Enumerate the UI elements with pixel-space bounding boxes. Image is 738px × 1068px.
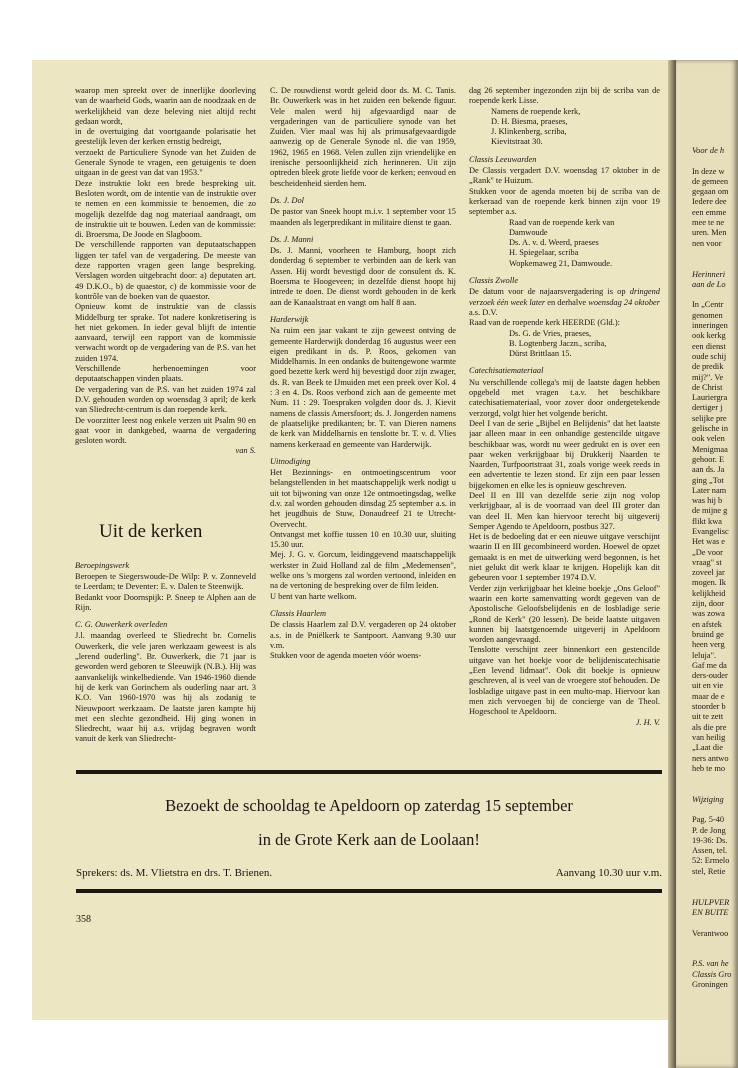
address-line: Kievitstraat 30. <box>491 137 543 147</box>
next-page-line: 19-36: Ds. <box>692 835 728 845</box>
ad-time: Aanvang 10.30 uur v.m. <box>555 867 662 879</box>
next-page-line: Iedere dee <box>692 197 727 207</box>
next-page-line <box>692 918 738 928</box>
next-page-line <box>692 887 738 897</box>
next-page-line: ders-ouder <box>692 671 728 681</box>
address-line: Namens de roepende kerk, <box>491 106 581 116</box>
next-page-line: maar de e <box>692 691 725 701</box>
next-page-line: zoveel jar <box>692 568 725 578</box>
paragraph: Deel II en III van dezelfde serie zijn nog volop verkrijgbaar, al is de voorraad van deel III groter dan van deel II. Men kan hiervoor terecht bij uitgeverij Semper Agendo te Apeldoorn, postbus 327. <box>469 490 660 531</box>
section-title: Uit de kerken <box>99 520 203 542</box>
next-page-line <box>692 259 738 269</box>
paragraph: Tenslotte verschijnt zeer binnenkort een gestencilde uitgave van het boekje voor de belijdeniscatechisatie „Een levend lidmaat". Ook dit boekje is opnieuw geschreven, al is veel van de vroegere stof behouden. De losbladige uitgave past in een multo-map. Hiervoor kan men zich vervoegen bij de concierge van de Theol. Hogeschool te Apeldoorn. <box>469 645 660 717</box>
next-page-line: Gaf me da <box>692 660 727 670</box>
catechisatie-text <box>469 378 660 718</box>
paragraph: in de overtuiging dat voortgaande polarisatie het geestelijk leven der kerken ernstig bedreigt, <box>75 127 256 147</box>
next-page-line: uit en vie <box>692 681 724 691</box>
paragraph: waarop men spreekt over de innerlijke doorleving van de waarheid Gods, waarin aan de noodzaak en de werkelijkheid van deze beleving niet altijd recht gedaan wordt, <box>75 86 256 126</box>
next-page-line: gegaan om <box>692 187 729 197</box>
paragraph: Mej. J. G. v. Gorcum, leidinggevend maatschappelijk werkster in Zuid Holland zal de film „Medemensen", welke ons 's morgens zal worden vertoond, inleiden en na de vertoning de bespreking over de film leiden. <box>270 550 456 591</box>
column-2 <box>270 86 456 762</box>
ad-subheadline: in de Grote Kerk aan de Loolaan! <box>258 830 480 849</box>
article-heading: Ds. J. Dol <box>270 195 304 205</box>
next-page-line: ners antwo <box>692 753 729 763</box>
paragraph: Verder zijn verkrijgbaar het kleine boekje „Ons Geloof" waarin een korte samenvatting wordt gegeven van de Apostolische Geloofsbelijdenis en de losbladige serie „Rond de Kerk" (20 lessen). De beide laatste uitgaven kunnen bij laatstgenoemde uitgeverij in Apeldoorn worden aangevraagd. <box>469 583 660 645</box>
next-page-line: 52: Ermelo <box>692 856 730 866</box>
article-text: J.l. maandag overleed te Sliedrecht br. Cornelis Ouwerkerk, die vele jaren werkzaam geweest is als „lerend ouderling". Br. Ouwerkerk, die 71 jaar is geworden werd geboren te Sleeuwijk (N.B.). Hij was aanvankelijk winkelbediende. Van 1946-1960 diende hij de kerk van Gorinchem als ouderling naar art. 3 K.O. Van 1960-1970 was hij als zodanig te Nieuwpoort werkzaam. De laatste jaren kampte hij met een slechte gezondheid. Hij ging wonen in Sliedrecht, waar hij a.s. vrijdag begraven wordt vanuit de kerk van Sliedrecht- <box>75 631 256 744</box>
next-page-line <box>692 939 738 949</box>
next-page-text <box>692 146 738 990</box>
next-page-line: Evangelisc <box>692 526 729 536</box>
signature: J. H. V. <box>635 717 660 727</box>
uitnodiging-text <box>270 468 456 602</box>
next-page-line: nen voor <box>692 238 722 248</box>
next-page-line: mij?". Ve <box>692 372 724 382</box>
paragraph: Bedankt voor Doornspijk: P. Sneep te Alphen aan de Rijn. <box>75 592 256 612</box>
paragraph: Beroepen te Siegerswoude-De Wilp: P. v. Zonneveld te Leerdam; te Deventer: E. v. Dalen te Steenwijk. <box>75 571 256 592</box>
rule <box>76 770 662 774</box>
page-gutter <box>668 60 676 1068</box>
next-page-line: de gemeen <box>692 176 729 186</box>
paragraph: Deel I van de serie „Bijbel en Belijdenis" dat het laatste jaar alleen maar in een onhandige gestencilde uitgave beschikbaar was, wordt nu weer gedrukt en is over een paar weken verkrijgbaar bij Drukkerij Naarden te Naarden, Turfpoortstraat 31, zoals vorige week reeds in een advertentie te lezen stond. Er zijn een paar lessen bijgekomen en elke les is opnieuw geschreven. <box>469 418 660 490</box>
paragraph: U bent van harte welkom. <box>270 591 357 601</box>
address-line: D. H. Biesma, praeses, <box>491 116 568 126</box>
next-page-line <box>692 784 738 794</box>
next-page-line: de Christ <box>692 382 723 392</box>
next-page-line <box>692 249 738 259</box>
next-page-line: heb te mo <box>692 763 726 773</box>
next-page-edge <box>676 60 738 1068</box>
article-heading: Ds. J. Manni <box>270 234 314 244</box>
next-page-line: Wijziging <box>692 794 724 804</box>
next-page-line: zijn, door <box>692 599 725 609</box>
next-page-line: leluja". <box>692 650 717 660</box>
address-block <box>469 218 660 269</box>
article-text: De pastor van Sneek hoopt m.i.v. 1 september voor 15 maanden als legerpredikant in militaire dienst te gaan. <box>270 207 456 227</box>
next-page-line: Menigmaa <box>692 444 728 454</box>
synod-report <box>75 86 256 446</box>
article-text: dag 26 september ingezonden zijn bij de scriba van de roepende kerk Lisse. <box>469 86 660 106</box>
next-page-line <box>692 949 738 959</box>
address-line: H. Spiegelaar, scriba <box>509 248 579 258</box>
next-page-line: aan ds. Ja <box>692 465 725 475</box>
article-text: De datum voor de najaarsvergadering is op dringend verzoek één week later en derhalve woensdag 24 oktober a.s. D.V. <box>469 287 660 317</box>
address-line: B. Logtenberg Jaczn., scriba, <box>509 338 607 348</box>
next-page-line: als die pre <box>692 722 727 732</box>
next-page-line: bruind ge <box>692 629 724 639</box>
article-text: De classis Haarlem zal D.V. vergaderen op 24 oktober a.s. in de Pniëlkerk te Santpoort. Aanvang 9.30 uur v.m. <box>270 620 456 650</box>
next-page-line: „De voor <box>692 547 723 557</box>
article-heading: Harderwijk <box>270 314 309 324</box>
next-page-line: gehoor. E <box>692 454 725 464</box>
paragraph: Het Bezinnings- en ontmoetingscentrum voor belangstellenden in het maatschappelijk werk nodigt u uit tot bijwoning van onze 12e ontmoetingsdag, welke d.v. zal worden gehouden dinsdag 25 september a.s. in het jeugdhuis de Stuw, Donaudreef 21 te Utrecht-Overvecht. <box>270 468 456 529</box>
next-page-line: Classis Gro <box>692 969 732 979</box>
address-line: Ds. G. de Vries, praeses, <box>509 328 592 338</box>
next-page-line: de mijne g <box>692 506 728 516</box>
next-page-line: Later nam <box>692 485 727 495</box>
next-page-line: dertiger j <box>692 403 723 413</box>
address-block <box>469 107 660 148</box>
next-page-line: EN BUITE <box>692 907 729 917</box>
article-text: Stukken voor de agenda moeten bij de scriba van de kerkeraad van de roepende kerk binnen zijn voor 19 september a.s. <box>469 186 660 217</box>
next-page-line: uit te zett <box>692 712 724 722</box>
next-page-line: genomen <box>692 310 723 320</box>
next-page-line: kelijkheid <box>692 588 726 598</box>
paragraph: Verschillende herbenoemingen voor deputaatschappen vinden plaats. <box>75 364 256 384</box>
next-page-line: heen verg <box>692 640 725 650</box>
next-page-line <box>692 774 738 784</box>
next-page-line: vraag" st <box>692 557 722 567</box>
paragraph: De voorzitter leest nog enkele verzen uit Psalm 90 en gaat voor in dankgebed, waarna de vergadering gesloten wordt. <box>75 415 256 446</box>
next-page-line: en afstek <box>692 619 722 629</box>
next-page-line: mogen. Ik <box>692 578 726 588</box>
next-page-line: de predik <box>692 362 724 372</box>
next-page-line <box>692 290 738 300</box>
next-page-line: een emme <box>692 207 727 217</box>
next-page-line: P. de Jong <box>692 825 726 835</box>
paragraph: Nu verschillende collega's mij de laatste dagen hebben opgebeld met vragen t.a.v. het beschikbare catechisatiemateriaal, voor zover door ondergetekende verzorgd, volgt hier het volgende bericht. <box>469 377 660 418</box>
next-page-line: selijke pre <box>692 413 727 423</box>
article-heading: Classis Haarlem <box>270 608 327 618</box>
column-1 <box>75 86 256 762</box>
next-page-line: flikt kwa <box>692 516 723 526</box>
next-page-line <box>692 156 738 166</box>
signature: van S. <box>235 446 256 456</box>
article-text: Raad van de roepende kerk HEERDE (Gld.): <box>469 318 620 328</box>
article-text: C. De rouwdienst wordt geleid door ds. M. C. Tanis. Br. Ouwerkerk was in het zuiden een bekende figuur. Vele malen werd hij afgevaardigd naar de vergaderingen van de particuliere synode van het Zuiden. Vier maal was hij als primusafgevaardigde aanwezig op de Generale Synode nl. die van 1959, 1962, 1965 en 1968. Velen zullen zijn vriendelijke en irenische persoonlijkheid zich herinneren. Uit zijn optreden bleek grote liefde voor de kerken; eenvoud en bescheidenheid sierden hem. <box>270 86 456 188</box>
next-page-line: was zowa <box>692 609 725 619</box>
next-page-line: ook kerkg <box>692 331 726 341</box>
paragraph: Het is de bedoeling dat er een nieuwe uitgave verschijnt waarin II en III gecombineerd worden. Hoewel de opzet gemaakt is en met de uitwerking werd begonnen, is het niet gelukt dit werk klaar te krijgen. Hopelijk kan dit gebeuren voor 1 september 1974 D.V. <box>469 532 660 583</box>
article-heading: Uitnodiging <box>270 456 311 466</box>
beroepingswerk-text <box>75 572 256 613</box>
next-page-line: uren. Men <box>692 228 727 238</box>
next-page-line: In deze w <box>692 166 725 176</box>
address-line: Damwoude <box>509 227 548 237</box>
schooldag-advertisement <box>76 770 662 897</box>
article-text: Stukken voor de agenda moeten vóór woens- <box>270 651 422 661</box>
address-line: Raad van de roepende kerk van <box>509 217 615 227</box>
next-page-line: Het was e <box>692 537 726 547</box>
next-page-line: Voor de h <box>692 146 725 155</box>
next-page-line: inneringen <box>692 321 728 331</box>
paragraph: Opnieuw komt de instruktie van de classis Middelburg ter sprake. Tot nadere konkretisering is het niet gekomen. In ieder geval blijft de intentie aanvaard, terwijl een rapport van de kommissie verwacht wordt op de vergadering van de P.S. van het zuiden 1974. <box>75 302 256 363</box>
next-page-line: was hij b <box>692 496 723 506</box>
article-heading: Classis Leeuwarden <box>469 154 537 164</box>
ad-speakers: Sprekers: ds. M. Vlietstra en drs. T. Brienen. <box>76 867 273 879</box>
next-page-line <box>692 877 738 887</box>
address-line: Dürst Brittlaan 15. <box>509 349 572 359</box>
article-text: Na ruim een jaar vakant te zijn geweest ontving de gemeente Harderwijk donderdag 16 augustus weer een eigen predikant in ds. P. Roos, gekomen van Middelharnis. In een ondanks de buitengewone warmte goed bezette kerk werd hij bevestigd door zijn zwager, ds. R. van Beek te IJmuiden met een preek over Kol. 4 : 3 en 4. Ds. Roos verbond zich aan de gemeente met Num. 11 : 29. Toespraken volgden door ds. J. Kievit namens de classis Amersfoort; ds. J. Jongerden namens de plaatselijke predikanten; br. T. van Dieren namens de kerk van Middelharnis en tenslotte br. T. v. d. Vlies namens kerkeraad en gemeente van Harderwijk. <box>270 326 456 449</box>
article-heading: Catechisatiemateriaal <box>469 366 544 376</box>
next-page-line: ook velen <box>692 434 725 444</box>
paragraph: Ontvangst met koffie tussen 10 en 10.30 uur, sluiting 15.30 uur. <box>270 529 456 550</box>
next-page-line: ging „Tot <box>692 475 724 485</box>
next-page-line: Pag. 5-40 <box>692 815 725 825</box>
address-block <box>469 329 660 360</box>
article-text: Ds. J. Manni, voorheen te Hamburg, hoopt zich donderdag 6 september te verbinden aan de kerk van Assen. Hij wordt bevestigd door de consulent ds. K. Boersma te Hoogeveen; in dezelfde dienst hoopt hij intrede te doen. De dienst wordt gehouden in de kerk aan de Kanaalstraat en vangt om half 8 aan. <box>270 246 456 307</box>
paragraph: De verschillende rapporten van deputaatschappen liggen ter tafel van de vergadering. De meeste van deze rapporten vragen geen lange bespreking. Verslagen worden uitgebracht door: a) deputaten art. 49 D.K.O., b) de quaestor, c) de kommissie voor de kontrôle van de boeken van de quaestor. <box>75 240 256 301</box>
paragraph: Deze instruktie lokt een brede bespreking uit. Besloten wordt, om de intentie van de instruktie over te nemen en een kommissie te benoemen, die zo mogelijk dezelfde dag nog materiaal aandraagt, om de instruktie uit te bouwen. Leden van de kommissie: di. Broersma, De Joode en Slagboom. <box>75 178 256 240</box>
next-page-line <box>692 805 738 815</box>
paragraph: verzoekt de Particuliere Synode van het Zuiden de Generale Synode te vragen, een getuigenis te doen uitgaan in de geest van dat van 1953." <box>75 147 256 178</box>
next-page-line: mee te ne <box>692 218 725 228</box>
paragraph: De vergadering van de P.S. van het zuiden 1974 zal D.V. gehouden worden op woensdag 3 april; de kerk van Sliedrecht-centrum is dan roepende kerk. <box>75 384 256 415</box>
next-page-line: een dienst <box>692 341 726 351</box>
next-page-line: Groningen <box>692 980 728 990</box>
ad-headline: Bezoekt de schooldag te Apeldoorn op zaterdag 15 september <box>165 796 573 815</box>
next-page-line: stel, Retie <box>692 866 726 876</box>
next-page-line: P.S. van he <box>692 959 729 969</box>
address-line: J. Klinkenberg, scriba, <box>491 127 567 137</box>
next-page-line: van heilig <box>692 732 726 742</box>
next-page-line: Verantwoo <box>692 928 729 938</box>
next-page-line: gelische in <box>692 424 729 434</box>
article-heading: C. G. Ouwerkerk overleden <box>75 620 168 630</box>
next-page-line: oude schij <box>692 351 727 361</box>
next-page-line: Assen, tel. <box>692 846 728 856</box>
next-page-line: HULPVER <box>692 897 730 907</box>
next-page-line: „Laat die <box>692 743 723 753</box>
rule <box>76 889 662 893</box>
next-page-line: Lauriergra <box>692 393 728 403</box>
next-page-line: Herinneri <box>692 269 726 279</box>
next-page-line: stoorder b <box>692 702 726 712</box>
address-line: Wopkemaweg 21, Damwoude. <box>509 258 613 268</box>
column-3 <box>469 86 660 762</box>
article-heading: Classis Zwolle <box>469 276 519 286</box>
page-number: 358 <box>76 914 91 925</box>
next-page-line: aan de Lo <box>692 279 726 289</box>
article-text: De Classis vergadert D.V. woensdag 17 oktober in de „Rank" te Huizum. <box>469 166 660 186</box>
address-line: Ds. A. v. d. Weerd, praeses <box>509 238 599 248</box>
next-page-line: In „Centr <box>692 300 724 310</box>
article-heading: Beroepingswerk <box>75 560 130 570</box>
